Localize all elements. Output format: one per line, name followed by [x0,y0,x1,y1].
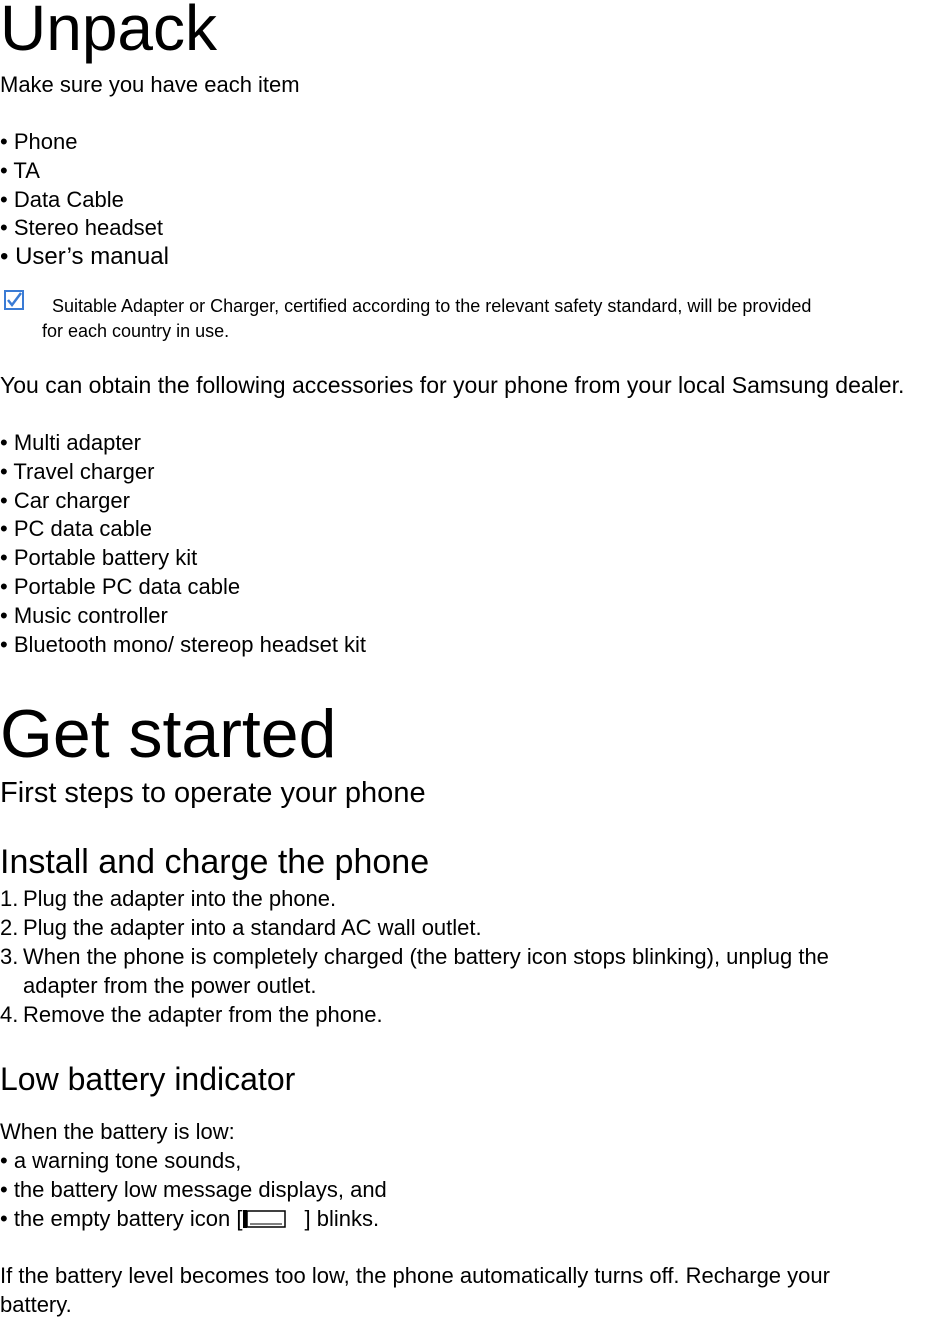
list-item: • Music controller [0,602,168,628]
step-text-continued: adapter from the power outlet. [23,973,317,998]
list-item: • Portable PC data cable [0,573,241,599]
adapter-note-line2: for each country in use. [42,321,230,341]
install-steps [0,884,829,1029]
list-item: • a warning tone sounds, [0,1148,242,1173]
icon-line-prefix: • the empty battery icon [ [0,1205,243,1231]
step-text: Plug the adapter into the phone. [23,886,337,911]
list-item: • Travel charger [0,458,155,484]
accessories-intro: You can obtain the following accessories for your phone from your local Samsung dealer. [0,372,905,398]
checkbox-icon [4,290,24,310]
step-number: 2. [0,915,19,940]
list-item [0,1205,387,1234]
accessory-list [0,429,366,659]
empty-battery-icon [242,1208,290,1228]
low-battery-outro-line2: battery. [0,1292,72,1317]
list-item: • Multi adapter [0,430,141,455]
icon-line-suffix: ] blinks. [304,1205,380,1231]
low-battery-title: Low battery indicator [0,1061,296,1097]
step-item [0,884,829,913]
list-item: • Stereo headset [0,215,164,241]
unpack-intro: Make sure you have each item [0,72,300,97]
install-title: Install and charge the phone [0,843,430,881]
step-item [0,1000,829,1029]
low-battery-intro: When the battery is low: [0,1119,235,1144]
list-item: • PC data cable [0,516,153,542]
unpack-title: Unpack [0,0,217,64]
list-item: • Portable battery kit [0,545,198,571]
adapter-note-line1: Suitable Adapter or Charger, certified according to the relevant safety standard, will be provided [52,296,812,316]
list-item: • Phone [0,129,78,154]
list-item: • Car charger [0,487,130,513]
low-battery-outro-line1: If the battery level becomes too low, the phone automatically turns off. Recharge your [0,1263,830,1288]
step-text: Plug the adapter into a standard AC wall outlet. [23,915,482,940]
get-started-title: Get started [0,696,337,772]
step-item [0,913,829,942]
list-item: • Bluetooth mono/ stereop headset kit [0,631,367,657]
low-battery-list [0,1147,387,1233]
step-item [0,942,829,1000]
unpack-item-list [0,128,169,272]
list-item: • User’s manual [0,243,169,271]
step-number: 1. [0,886,19,911]
list-item: • TA [0,157,40,183]
step-text: Remove the adapter from the phone. [23,1002,383,1027]
get-started-subtitle: First steps to operate your phone [0,777,426,809]
list-item: • Data Cable [0,186,124,212]
step-number: 3. [0,944,19,969]
step-text: When the phone is completely charged (the battery icon stops blinking), unplug the [23,944,829,969]
step-number: 4. [0,1002,19,1027]
list-item: • the battery low message displays, and [0,1176,387,1202]
